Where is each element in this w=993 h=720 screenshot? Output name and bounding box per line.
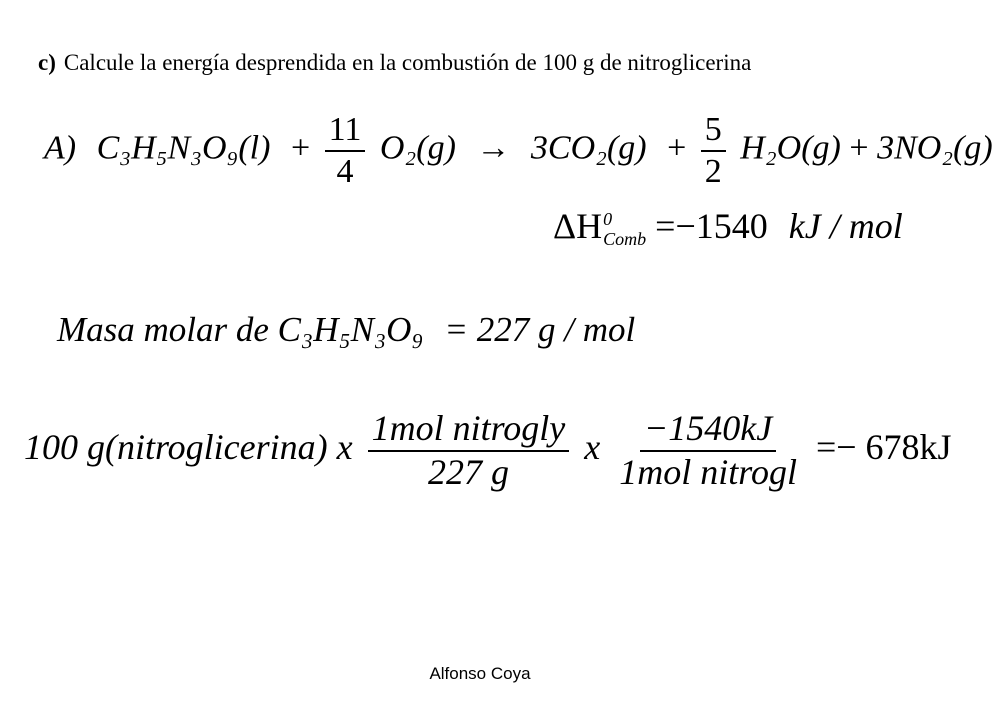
- enthalpy-unit: kJ / mol: [788, 206, 903, 246]
- question-heading: [38, 50, 751, 76]
- question-letter: c): [38, 50, 56, 75]
- reaction-arrow: →: [476, 129, 511, 167]
- standard-state-superscript: 0: [603, 208, 613, 229]
- o2-coefficient-denominator: 4: [336, 152, 354, 190]
- plus-sign: +: [290, 129, 311, 167]
- combustion-reaction: [44, 112, 993, 189]
- o2-coefficient: [325, 112, 366, 189]
- combustion-enthalpy: [553, 205, 903, 250]
- molar-mass-value: = 227 g / mol: [444, 310, 636, 349]
- h2o-coefficient-numerator: 5: [701, 112, 726, 152]
- energy-calculation: [24, 410, 952, 492]
- plus-sign: +: [667, 129, 687, 167]
- fraction-1-denominator: 227 g: [427, 451, 509, 492]
- product-co2: 3CO₂(g): [530, 129, 647, 167]
- product-h2o: H₂O(g): [740, 129, 841, 167]
- author-footer: Alfonso Coya: [429, 664, 531, 683]
- conversion-fraction-2: [615, 410, 801, 492]
- calculation-result: =− 678kJ: [815, 427, 952, 468]
- fraction-1-numerator: 1mol nitrogly: [368, 410, 570, 452]
- reaction-label: A): [44, 129, 77, 167]
- enthalpy-value: =−1540: [655, 206, 768, 246]
- fraction-2-denominator: 1mol nitrogl: [619, 451, 797, 492]
- product-no2: 3NO₂(g): [877, 129, 993, 167]
- reactant-oxygen: O₂(g): [379, 129, 456, 167]
- h2o-coefficient: [701, 112, 726, 189]
- enthalpy-scripts: [603, 210, 646, 250]
- o2-coefficient-numerator: 11: [325, 112, 366, 152]
- times-sign: x: [584, 427, 601, 468]
- calculation-lead: 100 g(nitroglicerina) x: [24, 427, 353, 468]
- conversion-fraction-1: [368, 410, 570, 492]
- molar-mass-label: Masa molar de C₃H₅N₃O₉: [57, 310, 424, 349]
- fraction-2-numerator: −1540kJ: [640, 410, 776, 452]
- delta-h-symbol: ΔH: [553, 206, 603, 246]
- h2o-coefficient-denominator: 2: [704, 152, 722, 190]
- question-text: Calcule la energía desprendida en la combustión de 100 g de nitroglicerina: [63, 50, 752, 75]
- comb-subscript: Comb: [603, 228, 647, 249]
- reactant-nitroglycerin: C₃H₅N₃O₉(l): [96, 129, 271, 167]
- molar-mass-line: [57, 310, 635, 350]
- plus-sign: +: [849, 129, 869, 167]
